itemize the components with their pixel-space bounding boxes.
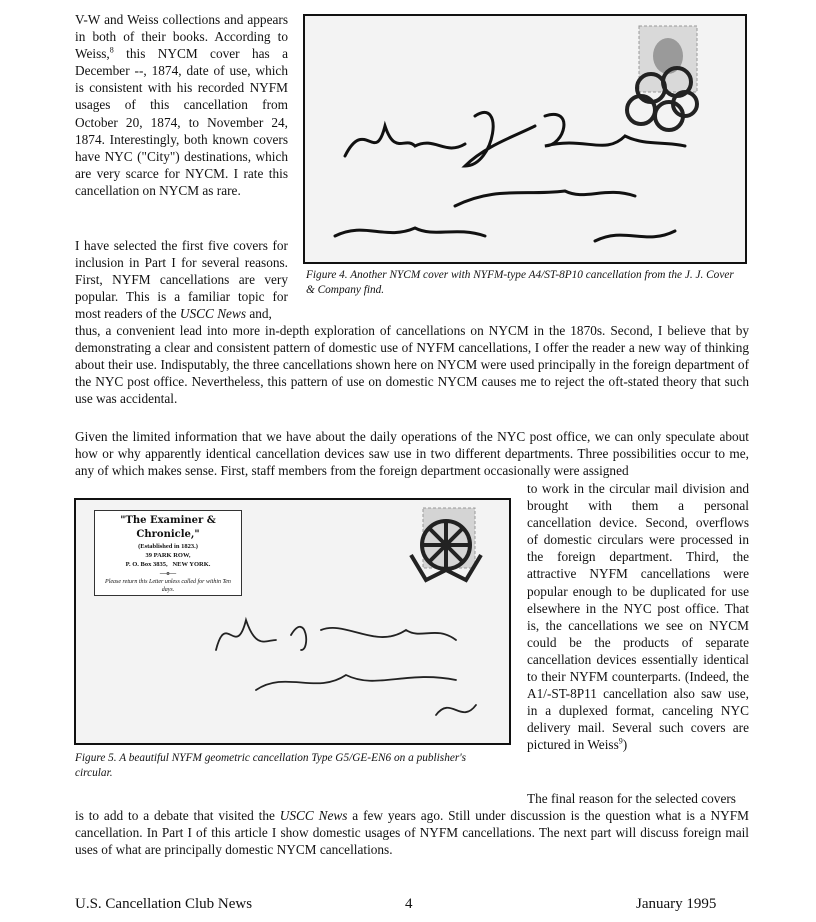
paragraph-3-narrow bbox=[527, 480, 749, 754]
return-note: Please return this Letter unless called for within Ten days. bbox=[105, 579, 231, 593]
card-divider: —o— bbox=[159, 570, 177, 577]
street-address: 39 PARK ROW, bbox=[145, 552, 191, 559]
established-line: (Established in 1823.) bbox=[138, 543, 198, 550]
footer-page-number: 4 bbox=[405, 896, 413, 912]
paragraph-3-text-end: ) bbox=[622, 737, 628, 753]
journal-name-2: USCC News bbox=[279, 808, 348, 823]
figure-5-caption: Figure 5. A beautiful NYFM geometric cancellation Type G5/GE-EN6 on a publisher's circular. bbox=[75, 752, 467, 779]
paragraph-4-text-cont: a few years ago. Still under discussion is the question what is a NYFM cancellation. In Part I of this article I show domestic usages of NYFM cancellations. The next part will discuss foreign mail uses of what are principally domestic NYCM cancellations. bbox=[75, 808, 749, 858]
paragraph-4-text: is to add to a debate that visited the bbox=[75, 808, 275, 823]
paragraph-1 bbox=[75, 11, 288, 199]
figure-4-cover-image bbox=[303, 14, 747, 264]
paragraph-3-wide: Given the limited information that we have about the daily operations of the NYC post office, we can only speculate about how or why apparently identical cancellation devices saw use in two different departments. Three possibilities occur to me, any of which makes sense. First, staff members from the foreign department occasionally were assigned bbox=[75, 429, 749, 479]
paragraph-1-text: V-W and Weiss collections and appears in both of their books. According to Weiss, bbox=[75, 12, 288, 62]
footnote-ref-9: 9 bbox=[618, 736, 623, 746]
journal-name: USCC News bbox=[179, 306, 247, 322]
cover-envelope-drawing bbox=[305, 16, 745, 262]
return-address-card bbox=[94, 510, 242, 596]
footer-publication: U.S. Cancellation Club News bbox=[75, 896, 253, 912]
paragraph-2-narrow bbox=[75, 237, 288, 322]
paragraph-2-wide: thus, a convenient lead into more in-depth exploration of cancellations on NYCM in the 1870s. Second, I believe that by demonstrating a clear and consistent pattern of domestic use of NYFM cancellations, I offer the reader a new way of thinking about their use. Indisputably, the three cancellations shown here on NYCM were used principally in the foreign department of the NYC post office. Nevertheless, this pattern of use on domestic NYCM causes me to reject the oft-stated theory that such use was accidental. bbox=[75, 323, 749, 407]
paragraph-2-text: I have selected the first five covers for inclusion in Part I for several reasons. First, NYFM cancellations are very popular. This is a familiar topic for most readers of the bbox=[75, 238, 288, 322]
newspaper-title: "The Examiner & Chronicle," bbox=[120, 515, 216, 540]
box-city-line bbox=[95, 560, 241, 569]
paragraph-1-text-cont: this NYCM cover has a December --, 1874, date of use, which is consistent with his recorded NYFM usages of this cancellation from October 20, 1874, to November 24, 1874. Interestingly, both known covers have NYC ("City") destinations, which are very scarce for NYCM. I rate this cancellation on NYCM as rare. bbox=[75, 46, 288, 198]
footer-date: January 1995 bbox=[636, 896, 717, 912]
paragraph-2-text-end: and, bbox=[246, 306, 272, 322]
paragraph-4-wide bbox=[75, 807, 749, 858]
paragraph-3-text: to work in the circular mail division and brought with them a personal cancellation device. Second, overflows of domestic circulars were processed in the foreign department. Third, the attractive NYFM cancellations were popular enough to be duplicated for use elsewhere in the NYC post office. That is, the cancellations we see on NYCM could be the products of separate cancellation devices essentially identical to their NYFM counterparts. (Indeed, the A1/-ST-8P11 cancellation also saw use, in a duplexed format, canceling NYC delivery mail. Several such covers are pictured in Weiss bbox=[527, 481, 749, 753]
figure-4-caption: Figure 4. Another NYCM cover with NYFM-type A4/ST-8P10 cancellation from the J. J. Cover & Company find. bbox=[306, 269, 734, 296]
paragraph-4-narrow: The final reason for the selected covers bbox=[527, 791, 736, 806]
footnote-ref-8: 8 bbox=[109, 45, 114, 55]
po-box: P. O. Box 3835, bbox=[125, 561, 168, 568]
figure-5-cover-image bbox=[74, 498, 511, 745]
city: NEW YORK. bbox=[172, 561, 211, 568]
